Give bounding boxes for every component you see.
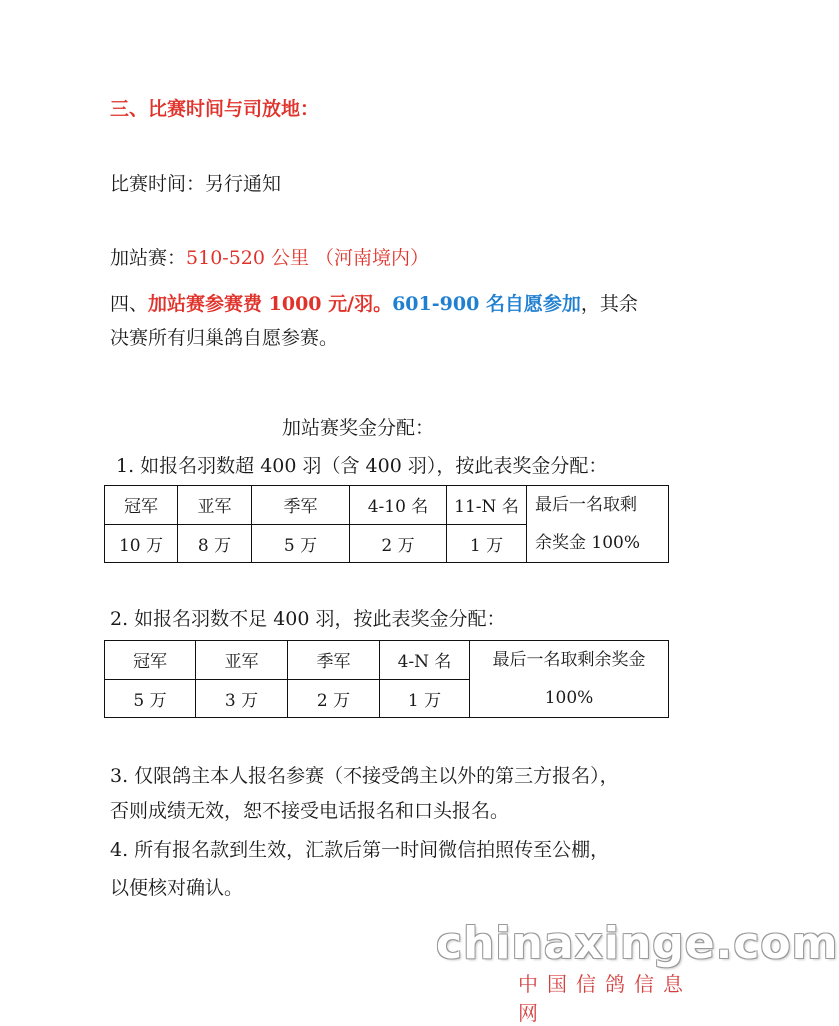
voluntary-ranks: 601-900 名自愿参加 [392, 293, 581, 315]
table-cell: 季军 [252, 486, 350, 525]
table-cell: 3 万 [196, 679, 288, 718]
station-value: 510-520 公里 （河南境内） [186, 247, 430, 269]
note-4-line1: 4. 所有报名款到生效，汇款后第一时间微信拍照传至公棚， [110, 839, 610, 861]
remaining-prize-line1: 最后一名取剩余奖金 [492, 650, 646, 670]
table-cell: 11-N 名 [447, 486, 527, 525]
section-4-line2: 决赛所有归巢鸽自愿参赛。 [110, 327, 339, 349]
remaining-prize-line2: 100% [544, 688, 594, 708]
table-cell: 10 万 [105, 524, 178, 563]
table-cell: 亚军 [178, 486, 252, 525]
station-label: 加站赛： [110, 247, 187, 269]
prize-table-1 [104, 485, 669, 563]
table-cell: 季军 [288, 641, 380, 680]
table-cell: 冠军 [105, 641, 196, 680]
section-4-suffix: ，其余 [580, 293, 638, 315]
prize-rule-2: 2. 如报名羽数不足 400 羽，按此表奖金分配： [110, 608, 506, 630]
note-4-line2: 以便核对确认。 [110, 877, 244, 899]
table-cell: 1 万 [380, 679, 470, 718]
note-3-line2: 否则成绩无效，恕不接受电话报名和口头报名。 [110, 800, 510, 822]
table-row [105, 486, 669, 525]
table-cell: 8 万 [178, 524, 252, 563]
table-cell: 2 万 [288, 679, 380, 718]
station-line [110, 246, 429, 270]
table-cell: 亚军 [196, 641, 288, 680]
station-fee: 加站赛参赛费 1000 元/羽。 [148, 293, 393, 315]
watermark-domain: chinaxinge.com [436, 918, 839, 969]
table-cell: 2 万 [350, 524, 447, 563]
race-time-line [110, 172, 281, 196]
remaining-prize-line2: 余奖金 100% [535, 533, 641, 553]
table-cell: 冠军 [105, 486, 178, 525]
remaining-prize-line1: 最后一名取剩 [535, 495, 637, 515]
prize-table-2 [104, 640, 669, 718]
prize-rule-1: 1. 如报名羽数超 400 羽（含 400 羽），按此表奖金分配： [116, 455, 608, 477]
table-cell: 5 万 [105, 679, 196, 718]
prize-title: 加站赛奖金分配： [282, 417, 435, 439]
section-4-prefix: 四、 [110, 293, 149, 315]
watermark-site-name: 中国信鸽信息网 [518, 972, 692, 1025]
table-cell: 5 万 [252, 524, 350, 563]
section-3-heading: 三、比赛时间与司放地： [110, 98, 320, 120]
race-time-value: 另行通知 [205, 173, 282, 195]
table-cell: 4-N 名 [380, 641, 470, 680]
table-row [105, 641, 669, 680]
table-cell: 1 万 [447, 524, 527, 563]
remaining-prize-cell [527, 486, 669, 563]
note-3-line1: 3. 仅限鸽主本人报名参赛（不接受鸽主以外的第三方报名）， [110, 765, 619, 787]
race-time-label: 比赛时间： [110, 173, 206, 195]
table-cell: 4-10 名 [350, 486, 447, 525]
section-4-line1 [110, 292, 638, 316]
remaining-prize-cell [470, 641, 669, 718]
